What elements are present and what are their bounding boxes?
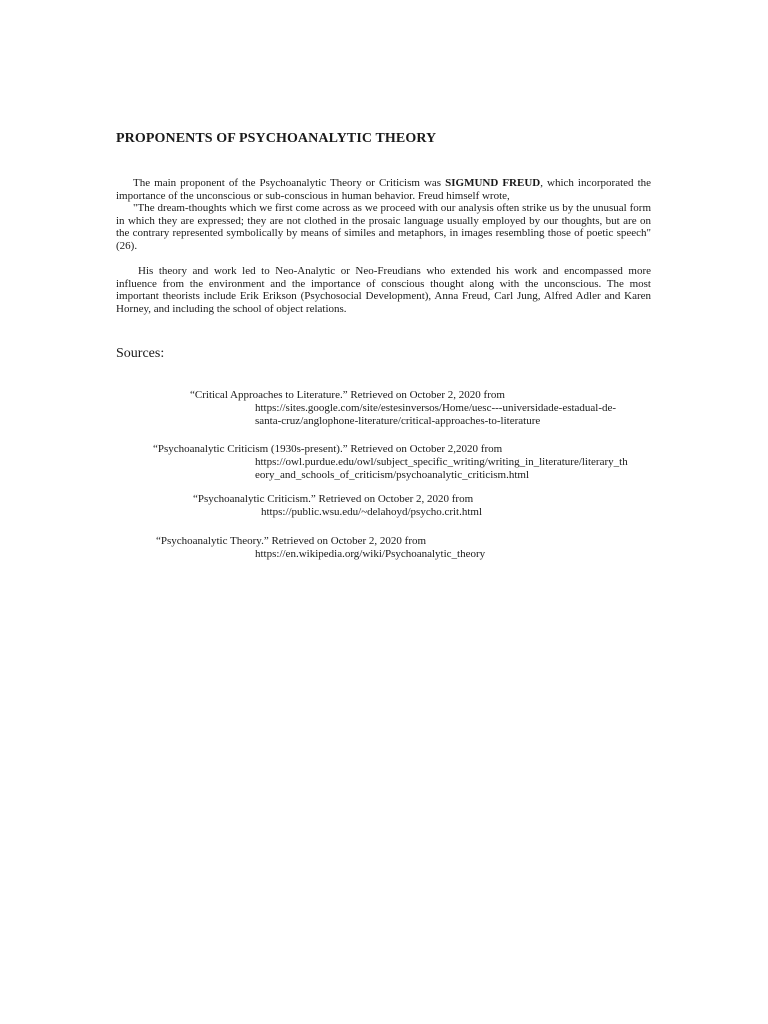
source-url[interactable]: https://public.wsu.edu/~delahoyd/psycho.crit.html xyxy=(261,506,483,518)
source-url-continued[interactable]: eory_and_schools_of_criticism/psychoanalytic_criticism.html xyxy=(255,469,530,481)
source-url[interactable]: https://owl.purdue.edu/owl/subject_specific_writing/writing_in_literature/literary_th xyxy=(255,456,628,468)
source-citation: “Psychoanalytic Theory.” Retrieved on October 2, 2020 from xyxy=(156,535,427,547)
source-citation: “Psychoanalytic Criticism (1930s-present).” Retrieved on October 2,2020 from xyxy=(153,443,503,455)
source-citation: “Critical Approaches to Literature.” Retrieved on October 2, 2020 from xyxy=(190,389,505,401)
freud-intro-text xyxy=(116,177,651,202)
sources-heading: Sources: xyxy=(116,346,165,361)
freud-name: SIGMUND FREUD xyxy=(445,177,541,189)
source-url[interactable]: https://en.wikipedia.org/wiki/Psychoanalytic_theory xyxy=(255,548,486,560)
source-url[interactable]: https://sites.google.com/site/estesinversos/Home/uesc---universidade-estadual-de- xyxy=(255,402,617,414)
intro-paragraph xyxy=(116,177,651,253)
intro-rest-text: , which incorporated the importance of the unconscious or sub-conscious in human behavior. Freud himself wrote, xyxy=(116,177,652,202)
freud-quote: "The dream-thoughts which we first come across as we proceed with our analysis often strike us by the unusual form in which they are expressed; they are not clothed in the prosaic language usually employed by our thoughts, but are on the contrary represented symbolically by means of similes and metaphors, in images resembling those of poetic speech" (26). xyxy=(116,202,651,252)
neo-freudian-text: His theory and work led to Neo-Analytic or Neo-Freudians who extended his work and encompassed more influence from the environment and the importance of conscious thought along with the unconscious. The most important theorists include Erik Erikson (Psychosocial Development), Anna Freud, Carl Jung, Alfred Adler and Karen Horney, and including the school of object relations. xyxy=(116,265,651,315)
neo-freudian-paragraph xyxy=(116,265,651,315)
page-title: PROPONENTS OF PSYCHOANALYTIC THEORY xyxy=(116,131,437,146)
source-url-continued[interactable]: santa-cruz/anglophone-literature/critical-approaches-to-literature xyxy=(255,415,541,427)
source-citation: “Psychoanalytic Criticism.” Retrieved on October 2, 2020 from xyxy=(193,493,474,505)
intro-lead-text: The main proponent of the Psychoanalytic Theory or Criticism was xyxy=(133,177,446,189)
